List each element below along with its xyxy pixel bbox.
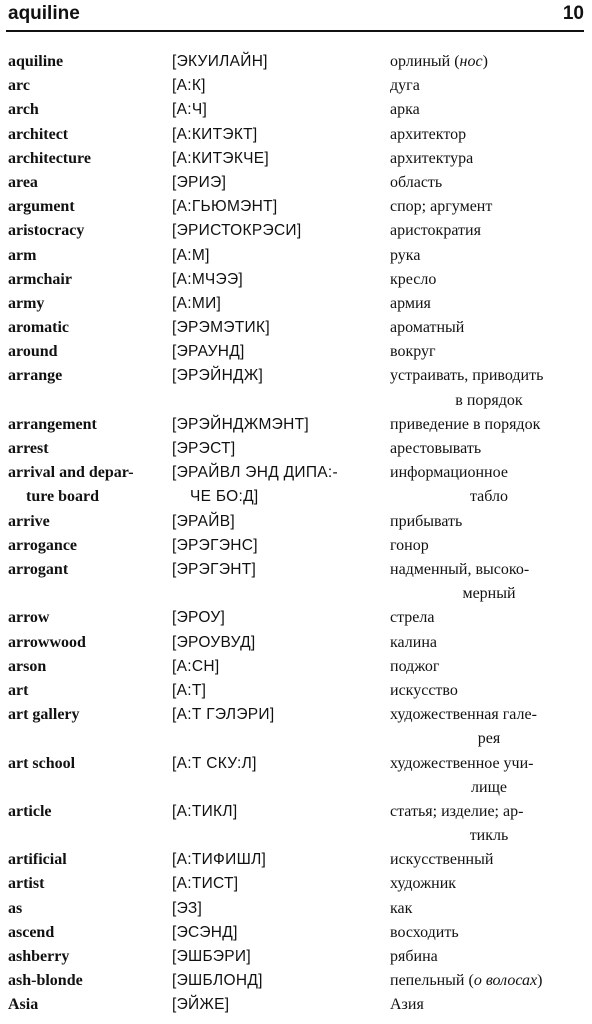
transcription bbox=[172, 147, 382, 171]
english-word-line: aristocracy bbox=[8, 222, 85, 240]
english-word-line: arrogant bbox=[8, 560, 69, 578]
dictionary-entry bbox=[0, 74, 592, 98]
russian-translation bbox=[390, 413, 588, 437]
english-word bbox=[8, 558, 168, 582]
transcription-line: [А:ТИФИШЛ] bbox=[172, 851, 267, 869]
transcription-line: [А:СН] bbox=[172, 657, 220, 675]
dictionary-entry bbox=[0, 631, 592, 655]
russian-translation-line: калина bbox=[390, 633, 437, 651]
transcription bbox=[172, 848, 382, 872]
english-word bbox=[8, 244, 168, 268]
transcription-line: [ЭРЭМЭТИК] bbox=[172, 319, 270, 337]
russian-translation bbox=[390, 848, 588, 872]
english-word-line: armchair bbox=[8, 270, 72, 288]
english-word bbox=[8, 510, 168, 534]
english-word bbox=[8, 364, 168, 388]
english-word-line: army bbox=[8, 294, 45, 312]
transcription bbox=[172, 945, 382, 969]
dictionary-entry bbox=[0, 437, 592, 461]
transcription-line: [А:КИТЭКЧЕ] bbox=[172, 149, 270, 167]
english-word bbox=[8, 340, 168, 364]
transcription-line: [ЭСЭНД] bbox=[172, 923, 238, 941]
dictionary-entry bbox=[0, 219, 592, 243]
transcription-line: [ЭРАЙВЛ ЭНД ДИПА:- bbox=[172, 464, 338, 482]
dictionary-entry bbox=[0, 703, 592, 751]
english-word-line: ture board bbox=[26, 488, 100, 506]
transcription bbox=[172, 437, 382, 461]
english-word-line: arson bbox=[8, 657, 47, 675]
russian-translation-line: художественная гале- bbox=[390, 706, 537, 724]
russian-translation-line: информационное bbox=[390, 464, 508, 482]
transcription bbox=[172, 752, 382, 776]
transcription bbox=[172, 921, 382, 945]
russian-translation bbox=[390, 340, 588, 364]
russian-translation-line: как bbox=[390, 899, 413, 917]
russian-translation bbox=[390, 993, 588, 1017]
russian-translation bbox=[390, 437, 588, 461]
english-word-line: argument bbox=[8, 198, 75, 216]
transcription bbox=[172, 534, 382, 558]
english-word bbox=[8, 74, 168, 98]
russian-translation-line: аристократия bbox=[390, 222, 481, 240]
dictionary-entry bbox=[0, 413, 592, 437]
english-word bbox=[8, 655, 168, 679]
transcription bbox=[172, 510, 382, 534]
english-word-line: area bbox=[8, 173, 38, 191]
transcription-line: [ЭРЭГЭНТ] bbox=[172, 560, 257, 578]
dictionary-entry bbox=[0, 558, 592, 606]
english-word bbox=[8, 413, 168, 437]
dictionary-entry bbox=[0, 364, 592, 412]
russian-translation bbox=[390, 268, 588, 292]
transcription-line: [ЭРАУНД] bbox=[172, 343, 245, 361]
transcription bbox=[172, 703, 382, 727]
russian-translation-line: лище bbox=[471, 778, 507, 796]
transcription bbox=[172, 316, 382, 340]
russian-translation-line: искусственный bbox=[390, 851, 494, 869]
russian-translation-line: рука bbox=[390, 246, 421, 264]
dictionary-entry bbox=[0, 195, 592, 219]
transcription-line: [А:МЧЭЭ] bbox=[172, 270, 244, 288]
transcription bbox=[172, 558, 382, 582]
dictionary-entry bbox=[0, 316, 592, 340]
russian-translation-line: художественное учи- bbox=[390, 754, 534, 772]
russian-translation bbox=[390, 800, 588, 848]
russian-translation-line: художник bbox=[390, 875, 457, 893]
transcription-line: [ЭРЭЙНДЖМЭНТ] bbox=[172, 415, 309, 433]
transcription bbox=[172, 340, 382, 364]
dictionary-entry bbox=[0, 292, 592, 316]
dictionary-entry bbox=[0, 461, 592, 509]
english-word bbox=[8, 123, 168, 147]
english-word bbox=[8, 50, 168, 74]
dictionary-entries bbox=[0, 50, 592, 1018]
russian-translation-line: рея bbox=[477, 730, 501, 748]
transcription bbox=[172, 74, 382, 98]
transcription-line: [ЭРОУВУД] bbox=[172, 633, 256, 651]
russian-translation bbox=[390, 98, 588, 122]
dictionary-entry bbox=[0, 848, 592, 872]
english-word-line: architect bbox=[8, 125, 69, 143]
russian-translation bbox=[390, 969, 588, 993]
english-word bbox=[8, 171, 168, 195]
transcription-line: ЧЕ БО:Д] bbox=[190, 488, 259, 506]
russian-translation-line: тикль bbox=[469, 827, 509, 845]
page-number: 10 bbox=[562, 3, 584, 24]
english-word-line: ashberry bbox=[8, 948, 70, 966]
english-word-line: art school bbox=[8, 754, 76, 772]
english-word bbox=[8, 872, 168, 896]
english-word-line: ascend bbox=[8, 923, 55, 941]
english-word bbox=[8, 461, 168, 509]
english-word bbox=[8, 969, 168, 993]
transcription bbox=[172, 123, 382, 147]
english-word-line: arrangement bbox=[8, 415, 97, 433]
english-word bbox=[8, 993, 168, 1017]
english-word-line: art bbox=[8, 681, 29, 699]
russian-translation bbox=[390, 195, 588, 219]
dictionary-entry bbox=[0, 993, 592, 1017]
english-word bbox=[8, 679, 168, 703]
transcription-line: [ЭШБЛОНД] bbox=[172, 972, 263, 990]
transcription-line: [А:Т ГЭЛЭРИ] bbox=[172, 706, 275, 724]
russian-translation-line: мерный bbox=[462, 585, 516, 603]
dictionary-entry bbox=[0, 921, 592, 945]
english-word-line: arch bbox=[8, 101, 39, 119]
transcription-line: [А:ТИСТ] bbox=[172, 875, 239, 893]
english-word bbox=[8, 316, 168, 340]
english-word-line: ash-blonde bbox=[8, 972, 83, 990]
english-word bbox=[8, 534, 168, 558]
dictionary-entry bbox=[0, 510, 592, 534]
dictionary-entry bbox=[0, 606, 592, 630]
russian-translation bbox=[390, 510, 588, 534]
dictionary-entry bbox=[0, 897, 592, 921]
english-word-line: aquiline bbox=[8, 53, 64, 70]
russian-translation-line: архитектор bbox=[390, 125, 467, 143]
english-word bbox=[8, 219, 168, 243]
dictionary-entry bbox=[0, 534, 592, 558]
russian-translation-line: Азия bbox=[390, 996, 424, 1014]
dictionary-entry bbox=[0, 244, 592, 268]
russian-translation bbox=[390, 631, 588, 655]
russian-translation bbox=[390, 921, 588, 945]
transcription-line: [ЭРЭЙНДЖ] bbox=[172, 367, 264, 385]
russian-translation-line: армия bbox=[390, 294, 431, 312]
english-word-line: arrange bbox=[8, 367, 63, 385]
transcription bbox=[172, 244, 382, 268]
english-word-line: article bbox=[8, 802, 52, 820]
transcription bbox=[172, 872, 382, 896]
english-word-line: artificial bbox=[8, 851, 67, 869]
russian-translation-line: ароматный bbox=[390, 319, 465, 337]
transcription bbox=[172, 171, 382, 195]
english-word bbox=[8, 752, 168, 776]
dictionary-entry bbox=[0, 50, 592, 74]
english-word-line: arrow bbox=[8, 609, 50, 627]
russian-translation bbox=[390, 364, 588, 412]
russian-translation-line: кресло bbox=[390, 270, 437, 288]
english-word bbox=[8, 292, 168, 316]
transcription bbox=[172, 195, 382, 219]
transcription-line: [ЭРОУ] bbox=[172, 609, 226, 627]
russian-translation-line: архитектура bbox=[390, 149, 474, 167]
russian-translation-line: устраивать, приводить bbox=[390, 367, 544, 385]
english-word bbox=[8, 437, 168, 461]
transcription-line: [А:М] bbox=[172, 246, 210, 264]
transcription bbox=[172, 461, 382, 509]
transcription-line: [ЭРЭГЭНС] bbox=[172, 536, 258, 554]
transcription-line: [ЭЙЖЕ] bbox=[172, 996, 230, 1014]
russian-translation-line: приведение в порядок bbox=[390, 415, 541, 433]
dictionary-entry bbox=[0, 98, 592, 122]
dictionary-entry bbox=[0, 969, 592, 993]
transcription-line: [ЭКУИЛАЙН] bbox=[172, 53, 268, 70]
russian-translation-line: статья; изделие; ар- bbox=[390, 802, 524, 820]
russian-translation-line: спор; аргумент bbox=[390, 198, 493, 216]
transcription-line: [А:Т СКУ:Л] bbox=[172, 754, 257, 772]
russian-translation bbox=[390, 945, 588, 969]
running-headword: aquiline bbox=[8, 3, 80, 24]
russian-translation-line: поджог bbox=[390, 657, 440, 675]
russian-translation-line: арестовывать bbox=[390, 440, 482, 458]
dictionary-entry bbox=[0, 147, 592, 171]
english-word-line: Asia bbox=[8, 996, 39, 1014]
transcription bbox=[172, 98, 382, 122]
russian-translation-line: прибывать bbox=[390, 512, 463, 530]
transcription bbox=[172, 292, 382, 316]
transcription-line: [А:ГЬЮМЭНТ] bbox=[172, 198, 278, 216]
dictionary-entry bbox=[0, 679, 592, 703]
russian-translation bbox=[390, 219, 588, 243]
transcription bbox=[172, 897, 382, 921]
transcription-line: [ЭРЭСТ] bbox=[172, 440, 236, 458]
russian-translation bbox=[390, 872, 588, 896]
transcription bbox=[172, 219, 382, 243]
english-word-line: art gallery bbox=[8, 706, 80, 724]
russian-translation bbox=[390, 897, 588, 921]
russian-translation-line: искусство bbox=[390, 681, 458, 699]
dictionary-entry bbox=[0, 800, 592, 848]
transcription-line: [ЭРАЙВ] bbox=[172, 512, 235, 530]
english-word bbox=[8, 606, 168, 630]
transcription-line: [ЭШБЭРИ] bbox=[172, 948, 251, 966]
english-word bbox=[8, 98, 168, 122]
english-word-line: arrive bbox=[8, 512, 50, 530]
russian-translation bbox=[390, 171, 588, 195]
english-word bbox=[8, 195, 168, 219]
english-word bbox=[8, 631, 168, 655]
transcription bbox=[172, 800, 382, 824]
dictionary-entry bbox=[0, 268, 592, 292]
russian-translation bbox=[390, 703, 588, 751]
transcription-line: [ЭРИЭ] bbox=[172, 173, 227, 191]
english-word-line: aromatic bbox=[8, 319, 70, 337]
english-word bbox=[8, 848, 168, 872]
russian-translation bbox=[390, 752, 588, 800]
english-word-line: arrival and depar- bbox=[8, 464, 134, 482]
english-word bbox=[8, 921, 168, 945]
russian-translation bbox=[390, 244, 588, 268]
transcription bbox=[172, 679, 382, 703]
russian-translation-line: пепельный (о волосах) bbox=[390, 972, 543, 990]
russian-translation bbox=[390, 123, 588, 147]
dictionary-entry bbox=[0, 945, 592, 969]
transcription bbox=[172, 969, 382, 993]
dictionary-entry bbox=[0, 752, 592, 800]
russian-translation bbox=[390, 461, 588, 509]
russian-translation-line: дуга bbox=[390, 77, 420, 95]
dictionary-entry bbox=[0, 872, 592, 896]
english-word-line: arc bbox=[8, 77, 30, 95]
transcription-line: [А:КИТЭКТ] bbox=[172, 125, 258, 143]
english-word-line: arrest bbox=[8, 440, 49, 458]
russian-translation-line: восходить bbox=[390, 923, 459, 941]
russian-translation bbox=[390, 558, 588, 606]
english-word bbox=[8, 897, 168, 921]
russian-translation-line: надменный, высоко- bbox=[390, 560, 530, 578]
english-word bbox=[8, 945, 168, 969]
english-word-line: arrogance bbox=[8, 536, 78, 554]
russian-translation-line: стрела bbox=[390, 609, 435, 627]
russian-translation-line: область bbox=[390, 173, 443, 191]
russian-translation-line: в порядок bbox=[455, 391, 523, 409]
russian-translation-line: орлиный (нос) bbox=[390, 53, 488, 70]
dictionary-entry bbox=[0, 123, 592, 147]
russian-translation-line: табло bbox=[469, 488, 508, 506]
russian-translation-line: вокруг bbox=[390, 343, 436, 361]
english-word-line: arrowwood bbox=[8, 633, 86, 651]
english-word bbox=[8, 147, 168, 171]
russian-translation bbox=[390, 606, 588, 630]
russian-translation bbox=[390, 74, 588, 98]
english-word bbox=[8, 268, 168, 292]
transcription bbox=[172, 50, 382, 74]
russian-translation bbox=[390, 655, 588, 679]
russian-translation bbox=[390, 147, 588, 171]
russian-translation-line: арка bbox=[390, 101, 420, 119]
russian-translation-line: рябина bbox=[390, 948, 438, 966]
transcription-line: [А:МИ] bbox=[172, 294, 222, 312]
dictionary-entry bbox=[0, 171, 592, 195]
transcription-line: [А:Ч] bbox=[172, 101, 208, 119]
transcription bbox=[172, 606, 382, 630]
english-word-line: artist bbox=[8, 875, 45, 893]
english-word-line: arm bbox=[8, 246, 37, 264]
english-word bbox=[8, 800, 168, 824]
russian-translation bbox=[390, 292, 588, 316]
dictionary-entry bbox=[0, 655, 592, 679]
transcription-line: [ЭРИСТОКРЭСИ] bbox=[172, 222, 302, 240]
dictionary-entry bbox=[0, 340, 592, 364]
english-word-line: around bbox=[8, 343, 58, 361]
russian-translation-line: гонор bbox=[390, 536, 429, 554]
transcription bbox=[172, 413, 382, 437]
russian-translation bbox=[390, 679, 588, 703]
english-word-line: architecture bbox=[8, 149, 91, 167]
transcription-line: [А:Т] bbox=[172, 681, 207, 699]
transcription-line: [А:К] bbox=[172, 77, 206, 95]
english-word-line: as bbox=[8, 899, 23, 917]
transcription bbox=[172, 268, 382, 292]
transcription bbox=[172, 993, 382, 1017]
page-header bbox=[6, 0, 584, 32]
russian-translation bbox=[390, 50, 588, 74]
transcription-line: [А:ТИКЛ] bbox=[172, 802, 238, 820]
russian-translation bbox=[390, 316, 588, 340]
transcription-line: [ЭЗ] bbox=[172, 899, 203, 917]
english-word bbox=[8, 703, 168, 727]
transcription bbox=[172, 631, 382, 655]
transcription bbox=[172, 655, 382, 679]
russian-translation bbox=[390, 534, 588, 558]
transcription bbox=[172, 364, 382, 388]
